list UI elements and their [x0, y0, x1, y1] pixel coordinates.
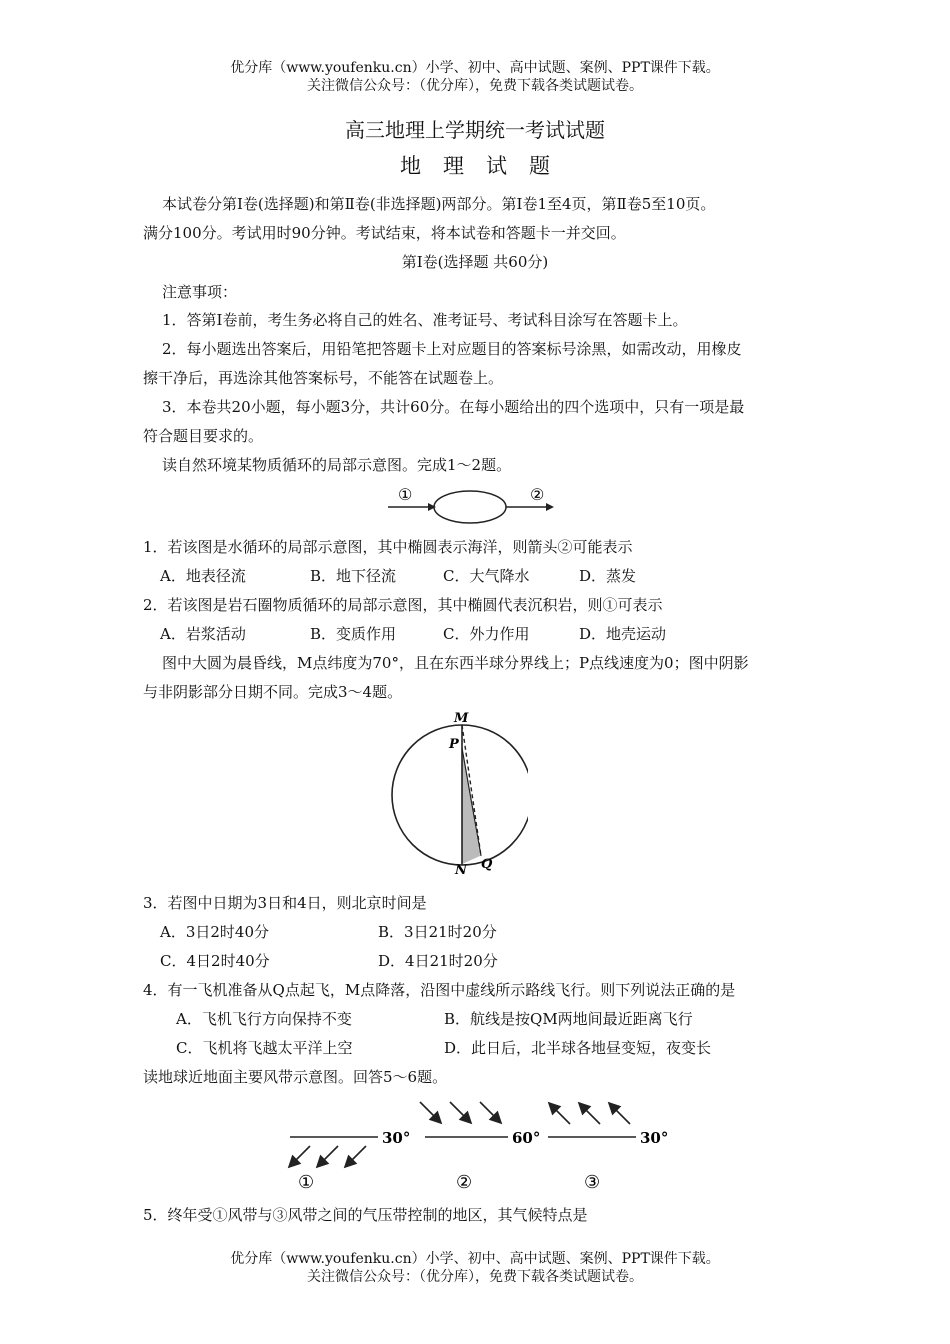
header-line-1: 优分库（www.youfenku.cn）小学、初中、高中试题、案例、PPT课件下载。: [230, 60, 720, 76]
terminator-circle-figure: [388, 708, 528, 876]
wind-arrow: [580, 1104, 600, 1124]
q4-option-d[interactable]: D．此日后，北半球各地昼变短，夜变长: [444, 1039, 712, 1057]
q4-option-c[interactable]: C．飞机将飞越太平洋上空: [176, 1039, 353, 1057]
q3-option-a[interactable]: A．3日2时40分: [160, 923, 270, 941]
wind-arrow: [290, 1146, 310, 1166]
note-3-line-1: 3．本卷共20小题，每小题3分，共计60分。在每小题给出的四个选项中，只有一项是最: [162, 398, 745, 416]
label-p: P: [449, 737, 459, 752]
q1-option-a[interactable]: A．地表径流: [160, 567, 246, 585]
header-line-2: 关注微信公众号：（优分库），免费下载各类试题试卷。: [307, 78, 643, 94]
intro-line-1: 本试卷分第Ⅰ卷(选择题)和第Ⅱ卷(非选择题)两部分。第Ⅰ卷1至4页，第Ⅱ卷5至10页。: [162, 195, 716, 213]
wind-belt-figure: [280, 1092, 680, 1196]
figure-1-label-right: ②: [530, 485, 545, 504]
label-n: N: [455, 863, 467, 876]
q3-stem: 3．若图中日期为3日和4日，则北京时间是: [143, 894, 427, 912]
q1-option-c[interactable]: C．大气降水: [443, 567, 530, 585]
belt-label-3: ③: [584, 1172, 601, 1193]
q1-stem: 1．若该图是水循环的局部示意图，其中椭圆表示海洋，则箭头②可能表示: [143, 538, 633, 556]
q3-option-d[interactable]: D．4日21时20分: [378, 952, 498, 970]
section-title: 第Ⅰ卷(选择题 共60分): [401, 253, 549, 271]
note-2-line-2: 擦干净后，再选涂其他答案标号，不能答在试题卷上。: [143, 369, 504, 387]
group-2-intro-line-1: 图中大圆为晨昏线，M点纬度为70°，且在东西半球分界线上；P点线速度为0；图中阴影: [162, 654, 749, 672]
lat-label-1: 30°: [382, 1129, 411, 1147]
q5-stem: 5．终年受①风带与③风带之间的气压带控制的地区，其气候特点是: [143, 1206, 588, 1224]
q2-option-a[interactable]: A．岩浆活动: [160, 625, 246, 643]
wind-arrow: [420, 1102, 440, 1122]
intro-line-2: 满分100分。考试用时90分钟。考试结束，将本试卷和答题卡一并交回。: [143, 224, 626, 242]
lat-label-2: 60°: [512, 1129, 541, 1147]
note-3-line-2: 符合题目要求的。: [143, 427, 264, 445]
note-2-line-1: 2．每小题选出答案后，用铅笔把答题卡上对应题目的答案标号涂黑，如需改动，用橡皮: [162, 340, 742, 358]
q2-option-d[interactable]: D．地壳运动: [579, 625, 667, 643]
q4-option-a[interactable]: A．飞机飞行方向保持不变: [176, 1010, 352, 1028]
material-cycle-figure: [380, 484, 560, 528]
q2-stem: 2．若该图是岩石圈物质循环的局部示意图，其中椭圆代表沉积岩，则①可表示: [143, 596, 663, 614]
group-3-intro: 读地球近地面主要风带示意图。回答5～6题。: [143, 1068, 448, 1086]
exam-subtitle: 地理试题: [400, 154, 572, 178]
q4-stem: 4．有一飞机准备从Q点起飞，M点降落，沿图中虚线所示路线飞行。则下列说法正确的是: [143, 981, 736, 999]
lat-label-3: 30°: [640, 1129, 669, 1147]
q1-option-b[interactable]: B．地下径流: [310, 567, 397, 585]
note-1: 1．答第Ⅰ卷前，考生务必将自己的姓名、准考证号、考试科目涂写在答题卡上。: [162, 311, 688, 329]
footer-line-2: 关注微信公众号：（优分库），免费下载各类试题试卷。: [307, 1269, 643, 1285]
q4-option-b[interactable]: B．航线是按QM两地间最近距离飞行: [444, 1010, 693, 1028]
belt-label-1: ①: [298, 1172, 315, 1193]
q1-option-d[interactable]: D．蒸发: [579, 567, 637, 585]
q3-option-c[interactable]: C．4日2时40分: [160, 952, 270, 970]
q3-option-b[interactable]: B．3日21时20分: [378, 923, 497, 941]
label-m: M: [454, 711, 469, 726]
wind-arrow: [610, 1104, 630, 1124]
label-q: Q: [481, 857, 493, 872]
wind-arrow: [346, 1146, 366, 1166]
belt-label-2: ②: [456, 1172, 473, 1193]
group-1-intro: 读自然环境某物质循环的局部示意图。完成1～2题。: [162, 456, 512, 474]
wind-arrow: [318, 1146, 338, 1166]
q2-option-c[interactable]: C．外力作用: [443, 625, 530, 643]
exam-title: 高三地理上学期统一考试试题: [345, 118, 605, 142]
q2-option-b[interactable]: B．变质作用: [310, 625, 397, 643]
footer-line-1: 优分库（www.youfenku.cn）小学、初中、高中试题、案例、PPT课件下载。: [230, 1251, 720, 1267]
figure-1-label-left: ①: [398, 485, 413, 504]
wind-arrow: [450, 1102, 470, 1122]
notes-title: 注意事项：: [162, 283, 238, 301]
wind-arrow: [550, 1104, 570, 1124]
group-2-intro-line-2: 与非阴影部分日期不同。完成3～4题。: [143, 683, 403, 701]
wind-arrow: [480, 1102, 500, 1122]
